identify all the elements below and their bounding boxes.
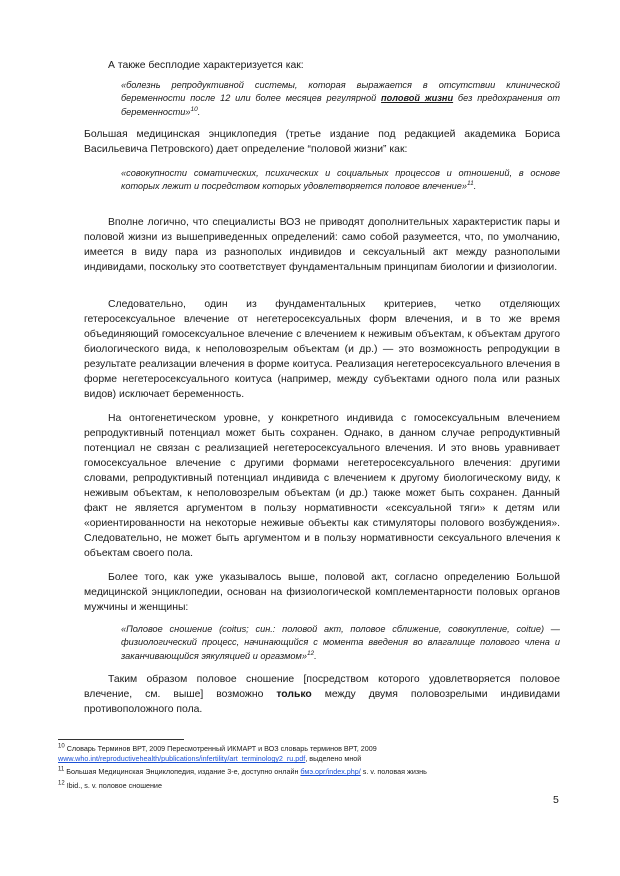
footnote-11-link[interactable]: бмэ.орг/index.php/ xyxy=(300,767,361,776)
footnote-10-link[interactable]: www.who.int/reproductivehealth/publications/infertility/art_terminology2_ru.pdf xyxy=(58,754,306,763)
footnote-11-text: Большая Медицинская Энциклопедия, издание 3-е, доступно онлайн xyxy=(66,767,301,776)
quote-1-emphasis: половой жизни xyxy=(381,93,454,104)
footnote-10-number: 10 xyxy=(58,743,65,750)
quote-2 xyxy=(121,167,560,194)
quote-2-period: . xyxy=(473,181,477,192)
footnote-ref-10[interactable]: 10 xyxy=(190,105,198,113)
paragraph-6: Более того, как уже указывалось выше, половой акт, согласно определению Большой медицинской энциклопедии, основан на физиологической комплементарности половых органов мужчины и женщины: xyxy=(84,572,560,613)
footnote-11-number: 11 xyxy=(58,766,65,773)
quote-1-text: «болезнь репродуктивной системы, которая выражается в отсутствии клинической беременности после 12 или более месяцев регулярной xyxy=(121,80,560,104)
paragraph-2 xyxy=(84,127,560,157)
quote-3-text: «Половое сношение (coitus; син.: половой акт, половое сближение, совокупление, coitие) — физиологический процесс, начинающийся с момента введения во влагалище полового члена и заканчивающийся эякуляцией и оргазмом» xyxy=(121,624,560,661)
quote-1-text-end: без предохранения от беременности» xyxy=(121,93,561,117)
paragraph-5: На онтогенетическом уровне, у конкретного индивида с гомосексуальным влечением репродуктивный потенциал может быть сохранен. Однако, в данном случае репродуктивный потенциал не связан с реализацией негетеросексуального влечения. И это вновь уравнивает гомосексуальное влечение с другими формами негетеросексуального влечения: другими словами, репродуктивный потенциал индивида с влечением к другому биологическому виду, к неживым объектам, к неполовозрелым объектам (и др.) также может быть сохранен. Данный факт не является аргументом в пользу нормативности «сексуальной тяги» к детям или «ориентированности на некоторые неживые объекты как стимуляторы полового возбуждения». Следовательно, не может быть аргументом и в пользу нормативности сексуального влечения к объектам своего пола. xyxy=(84,413,560,559)
quote-3-period: . xyxy=(314,650,317,661)
paragraph-7-text: Таким образом половое сношение [посредством которого удовлетворяется половое влечение, см. выше] возможно xyxy=(84,674,560,700)
footnote-10-after: , выделено мной xyxy=(305,754,362,763)
quote-1-period: . xyxy=(197,106,201,117)
footnote-ref-12[interactable]: 12 xyxy=(306,649,315,657)
footnote-10-text: Словарь Терминов ВРТ, 2009 Пересмотренный ИКМАРТ и ВОЗ словарь терминов ВРТ, 2009 xyxy=(66,744,377,753)
paragraph-7 xyxy=(84,672,560,717)
paragraph-7-text-end: между двумя половозрелыми индивидами противоположного пола. xyxy=(84,689,560,715)
footnote-11 xyxy=(58,767,558,777)
quote-2-text: «совокупности соматических, психических и социальных процессов и отношений, в основе которых лежит и посредством которых удовлетворяется половое влечение» xyxy=(121,168,560,192)
paragraph-7-emphasis: только xyxy=(276,689,312,700)
footnote-12-text: Ibid., s. v. половое сношение xyxy=(66,781,162,790)
quote-3 xyxy=(121,623,560,663)
footnote-ref-11[interactable]: 11 xyxy=(466,180,474,188)
footnote-12-number: 12 xyxy=(58,780,65,787)
footnote-12 xyxy=(58,781,558,791)
page-number: 5 xyxy=(553,794,559,806)
paragraph-3: Вполне логично, что специалисты ВОЗ не приводят дополнительных характеристик пары и половой жизни из вышеприведенных определений: само собой разумеется, что, по умолчанию, имеется в виду пара из разнополых индивидов и сексуальный акт между разнополыми индивидами, поскольку это соответствует фундаментальным принципам биологии и физиологии. xyxy=(84,217,560,273)
paragraph-2-text: Большая медицинская энциклопедия (третье издание под редакцией академика Бориса Васильевича Петровского) дает определение “половой жизни” как: xyxy=(84,129,560,155)
paragraph-4: Следовательно, один из фундаментальных критериев, четко отделяющих гетеросексуальное влечение от негетеросексуальных форм влечения, и в то же время объединяющий гомосексуальное влечение с влечением к неживым объектам, к объектам другого биологического вида, к неполовозрелым объектам (и др.) — это возможность репродукции в результате реализации влечения в форме коитуса. Реализация негетеросексуального влечения в форме негетеросексуального коитуса (например, между субъектами одного пола или разных видов) исключает беременность. xyxy=(84,299,560,400)
footnote-10 xyxy=(58,744,558,764)
paragraph-1: А также бесплодие характеризуется как: xyxy=(108,60,304,71)
footnote-separator xyxy=(58,739,184,740)
quote-1 xyxy=(121,79,560,119)
footnote-11-after: s. v. половая жизнь xyxy=(360,767,427,776)
